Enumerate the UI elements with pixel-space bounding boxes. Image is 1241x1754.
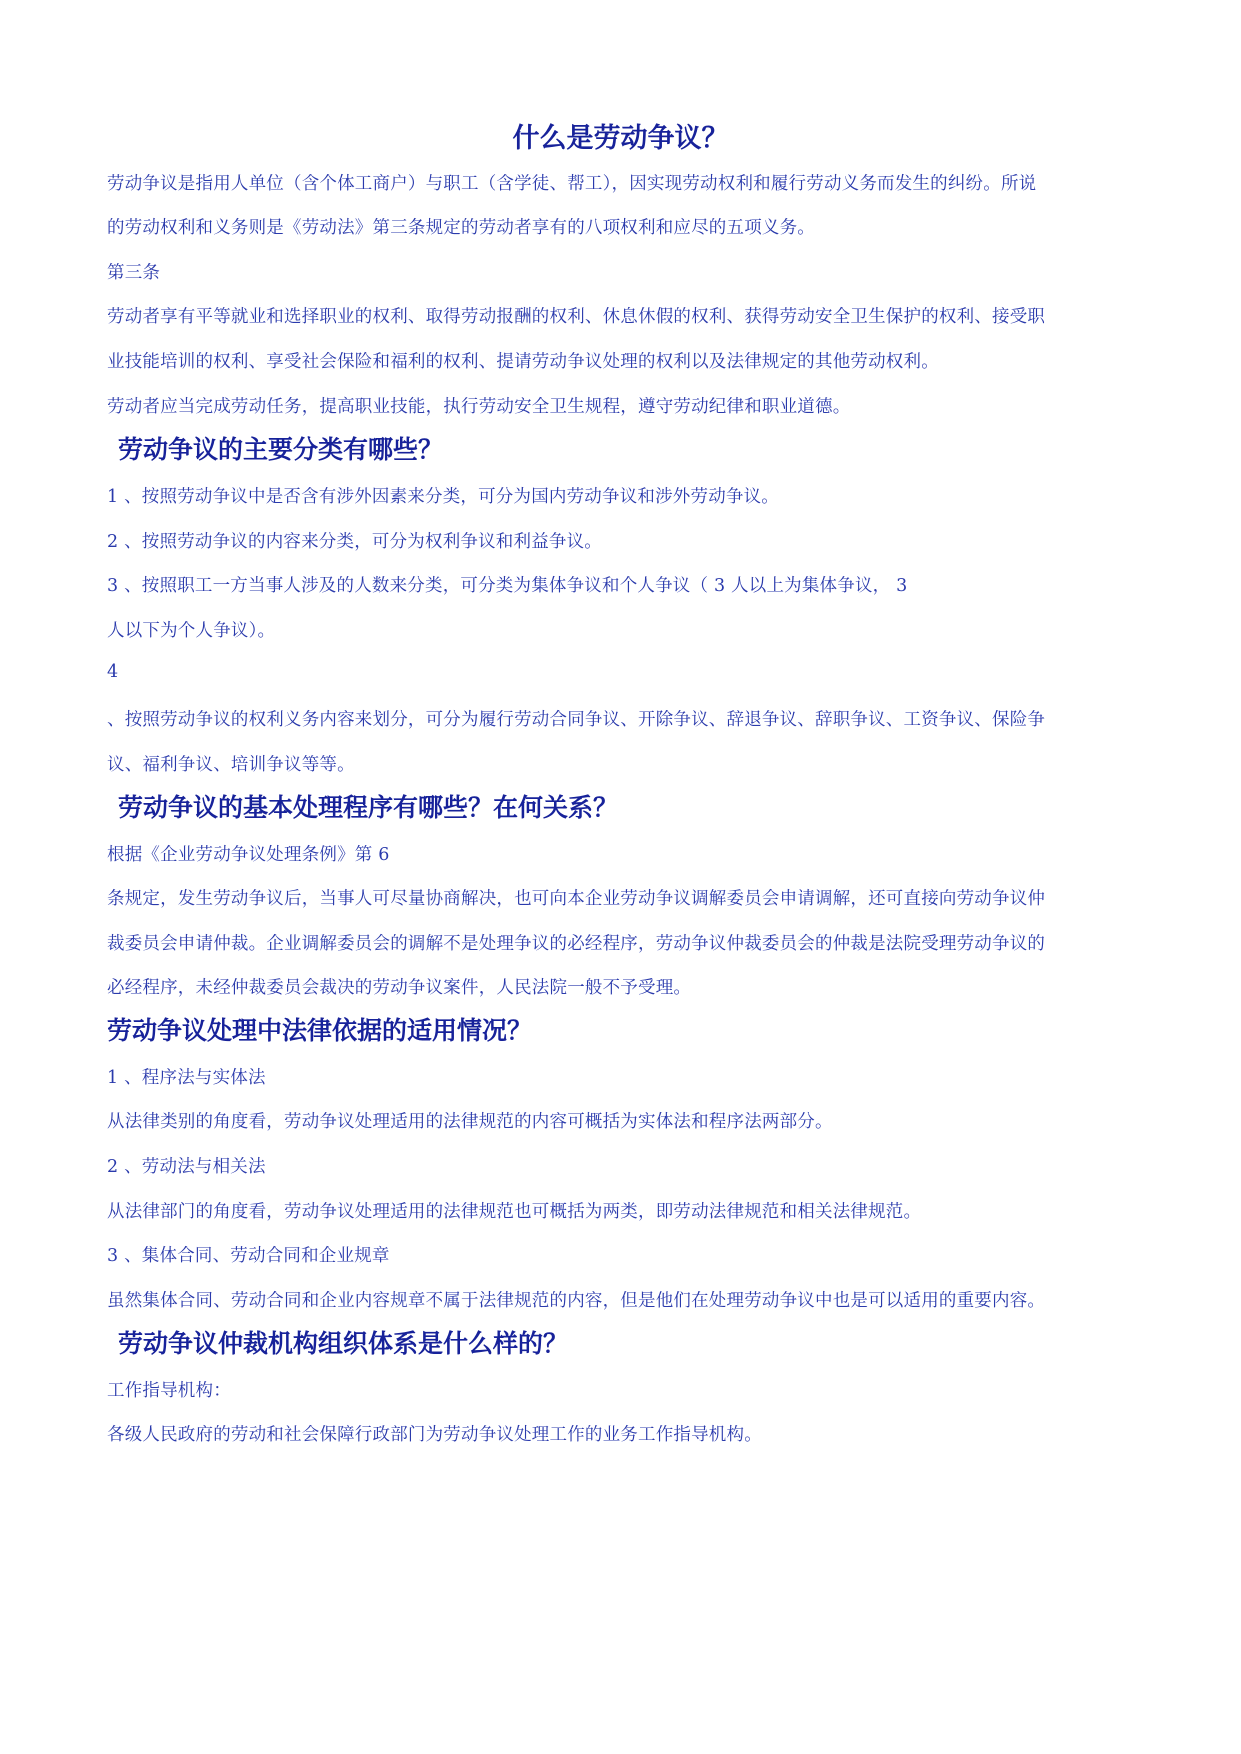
paragraph-line: 2 、按照劳动争议的内容来分类，可分为权利争议和利益争议。 <box>107 532 602 552</box>
paragraph-line: 的劳动权利和义务则是《劳动法》第三条规定的劳动者享有的八项权利和应尽的五项义务。 <box>107 218 815 238</box>
section-heading: 劳动争议仲裁机构组织体系是什么样的？ <box>118 1329 569 1358</box>
section-heading: 劳动争议的基本处理程序有哪些？在何关系？ <box>118 793 619 822</box>
paragraph-line: 劳动者享有平等就业和选择职业的权利、取得劳动报酬的权利、休息休假的权利、获得劳动安全卫生保护的权利、接受职 <box>107 307 1046 327</box>
paragraph-line: 工作指导机构： <box>107 1381 231 1401</box>
paragraph-line: 从法律类别的角度看，劳动争议处理适用的法律规范的内容可概括为实体法和程序法两部分。 <box>107 1112 833 1132</box>
section-heading: 劳动争议处理中法律依据的适用情况？ <box>107 1016 533 1045</box>
paragraph-line: 第三条 <box>107 263 161 283</box>
paragraph-line: 劳动者应当完成劳动任务，提高职业技能，执行劳动安全卫生规程，遵守劳动纪律和职业道德。 <box>107 397 851 417</box>
paragraph-line: 条规定，发生劳动争议后，当事人可尽量协商解决，也可向本企业劳动争议调解委员会申请调解，还可直接向劳动争议仲 <box>107 889 1046 909</box>
paragraph-line: 根据《企业劳动争议处理条例》第 6 <box>107 845 390 865</box>
paragraph-line: 虽然集体合同、劳动合同和企业内容规章不属于法律规范的内容，但是他们在处理劳动争议中也是可以适用的重要内容。 <box>107 1291 1046 1311</box>
paragraph-line: 业技能培训的权利、享受社会保险和福利的权利、提请劳动争议处理的权利以及法律规定的其他劳动权利。 <box>107 352 939 372</box>
paragraph-line: 4 <box>107 662 119 682</box>
paragraph-line: 从法律部门的角度看，劳动争议处理适用的法律规范也可概括为两类，即劳动法律规范和相关法律规范。 <box>107 1202 922 1222</box>
paragraph-line: 3 、按照职工一方当事人涉及的人数来分类，可分类为集体争议和个人争议（ 3 人以上为集体争议， 3 <box>107 576 908 596</box>
paragraph-line: 1 、按照劳动争议中是否含有涉外因素来分类，可分为国内劳动争议和涉外劳动争议。 <box>107 487 779 507</box>
paragraph-line: 人以下为个人争议）。 <box>107 621 276 641</box>
section-heading: 劳动争议的主要分类有哪些？ <box>118 435 444 464</box>
paragraph-line: 必经程序，未经仲裁委员会裁决的劳动争议案件，人民法院一般不予受理。 <box>107 978 692 998</box>
paragraph-line: 、按照劳动争议的权利义务内容来划分，可分为履行劳动合同争议、开除争议、辞退争议、辞职争议、工资争议、保险争 <box>107 710 1046 730</box>
paragraph-line: 2 、劳动法与相关法 <box>107 1157 266 1177</box>
paragraph-line: 1 、程序法与实体法 <box>107 1068 266 1088</box>
paragraph-line: 3 、集体合同、劳动合同和企业规章 <box>107 1246 390 1266</box>
paragraph-line: 裁委员会申请仲裁。企业调解委员会的调解不是处理争议的必经程序，劳动争议仲裁委员会的仲裁是法院受理劳动争议的 <box>107 934 1046 954</box>
paragraph-line: 劳动争议是指用人单位（含个体工商户）与职工（含学徒、帮工），因实现劳动权利和履行劳动义务而发生的纠纷。所说 <box>107 174 1037 194</box>
page-title: 什么是劳动争议？ <box>512 123 729 154</box>
paragraph-line: 各级人民政府的劳动和社会保障行政部门为劳动争议处理工作的业务工作指导机构。 <box>107 1425 762 1445</box>
paragraph-line: 议、福利争议、培训争议等等。 <box>107 755 355 775</box>
